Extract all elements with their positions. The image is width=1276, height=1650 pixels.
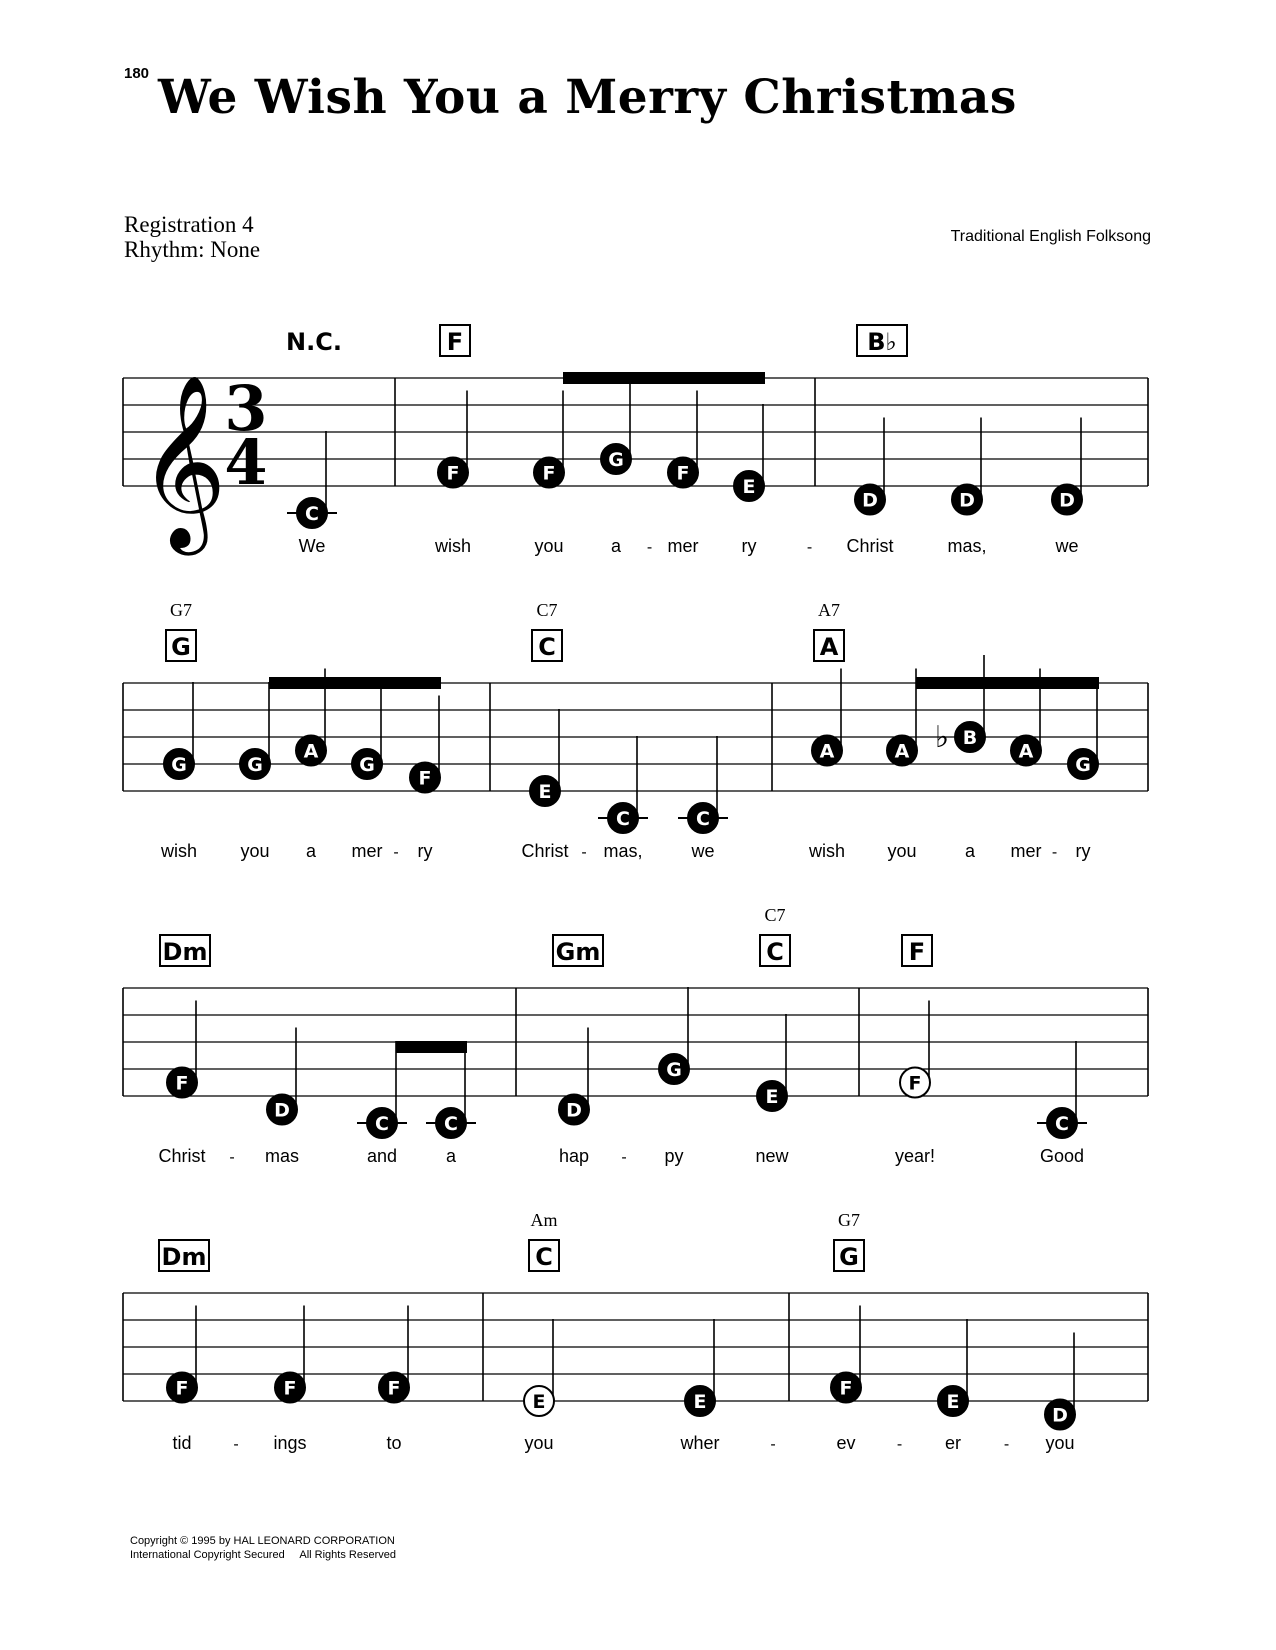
- staff-system-2: [123, 600, 1148, 861]
- note-letter: C: [375, 1113, 389, 1135]
- treble-clef-icon: 𝄞: [138, 374, 227, 548]
- lyric-hyphen: -: [393, 844, 399, 861]
- staff-system-1: [123, 325, 1148, 556]
- note-letter: E: [765, 1086, 779, 1108]
- lyric-syllable: you: [1045, 1433, 1075, 1453]
- lyric-syllable: a: [610, 536, 622, 556]
- lyric-hyphen: -: [646, 539, 653, 556]
- note-beam: [269, 677, 441, 689]
- lyric-syllable: you: [887, 841, 917, 861]
- note-letter: F: [839, 1377, 853, 1400]
- lyric-syllable: a: [445, 1146, 457, 1166]
- note-letter: F: [908, 1072, 922, 1095]
- lyric-syllable: ev: [836, 1433, 856, 1453]
- lyric-hyphen: -: [806, 539, 813, 556]
- lyric-syllable: you: [524, 1433, 554, 1453]
- note-letter: E: [693, 1391, 707, 1413]
- lyric-syllable: er: [944, 1433, 962, 1453]
- lyric-syllable: mer: [351, 841, 383, 861]
- chord-label: Dm: [162, 938, 208, 966]
- lyric-syllable: we: [1055, 536, 1079, 556]
- lyric-syllable: We: [298, 536, 326, 556]
- note-letter: G: [1075, 754, 1091, 776]
- chord-label: G: [171, 633, 191, 661]
- rhythm-label: Rhythm: None: [124, 237, 261, 262]
- lyric-hyphen: -: [1003, 1436, 1010, 1453]
- staff-system-4: [123, 1210, 1148, 1453]
- chord-label: F: [446, 328, 464, 356]
- note-letter: D: [566, 1099, 582, 1122]
- lyric-syllable: mer: [1010, 841, 1042, 861]
- note-letter: G: [359, 754, 375, 776]
- lyric-syllable: mas,: [603, 841, 643, 861]
- chord-label: Dm: [161, 1243, 207, 1271]
- note-letter: C: [305, 503, 319, 525]
- note-letter: D: [1052, 1404, 1068, 1427]
- registration-label: Registration 4: [124, 212, 254, 237]
- note-letter: F: [542, 462, 556, 485]
- lyric-hyphen: -: [1051, 844, 1058, 861]
- note-letter: C: [696, 808, 710, 830]
- lyric-syllable: Christ: [158, 1146, 206, 1166]
- lyric-syllable: wish: [160, 841, 198, 861]
- lyric-syllable: mas: [264, 1146, 300, 1166]
- chord-name-above: A7: [818, 600, 840, 620]
- note-letter: G: [171, 754, 187, 776]
- lyric-syllable: tid: [172, 1433, 192, 1453]
- note-beam: [916, 677, 1099, 689]
- lyric-syllable: ry: [417, 841, 433, 861]
- note-letter: C: [1055, 1113, 1069, 1135]
- note-letter: F: [418, 767, 432, 790]
- lyric-hyphen: -: [896, 1436, 903, 1453]
- lyric-syllable: Christ: [846, 536, 894, 556]
- chord-label: G: [839, 1243, 859, 1271]
- note-letter: C: [444, 1113, 458, 1135]
- lyric-hyphen: -: [621, 1149, 627, 1166]
- note-letter: E: [532, 1391, 546, 1413]
- note-letter: E: [946, 1391, 960, 1413]
- chord-label: C: [538, 633, 556, 661]
- lyric-syllable: wish: [434, 536, 472, 556]
- staff-system-3: [123, 905, 1148, 1166]
- chord-name-above: Am: [530, 1210, 558, 1230]
- lyric-syllable: a: [964, 841, 976, 861]
- lyric-hyphen: -: [770, 1436, 776, 1453]
- note-letter: F: [676, 462, 690, 485]
- chord-label: B♭: [867, 328, 897, 356]
- lyric-syllable: wher: [680, 1433, 720, 1453]
- page-number: 180: [124, 65, 150, 82]
- lyric-hyphen: -: [233, 1436, 239, 1453]
- chord-label: N.C.: [286, 328, 342, 356]
- chord-name-above: G7: [838, 1210, 860, 1230]
- note-letter: D: [959, 489, 975, 512]
- note-letter: D: [862, 489, 878, 512]
- lyric-syllable: py: [664, 1146, 684, 1166]
- note-letter: G: [247, 754, 263, 776]
- note-letter: G: [608, 449, 624, 471]
- composer-credit: Traditional English Folksong: [950, 228, 1151, 245]
- chord-name-above: G7: [170, 600, 192, 620]
- lyric-syllable: you: [240, 841, 270, 861]
- copyright-line-2: International Copyright Secured All Rights Reserved: [130, 1549, 396, 1561]
- lyric-syllable: ry: [1075, 841, 1091, 861]
- note-letter: B: [962, 727, 978, 749]
- lyric-hyphen: -: [229, 1149, 235, 1166]
- flat-accidental-icon: ♭: [934, 720, 950, 755]
- lyric-syllable: Good: [1039, 1146, 1085, 1166]
- copyright-line-1: Copyright © 1995 by HAL LEONARD CORPORATION: [130, 1535, 395, 1547]
- lyric-syllable: ings: [273, 1433, 307, 1453]
- chord-label: C: [766, 938, 784, 966]
- note-letter: F: [175, 1377, 189, 1400]
- note-beam: [396, 1041, 467, 1053]
- lyric-syllable: mas,: [947, 536, 987, 556]
- lyric-syllable: ry: [741, 536, 757, 556]
- note-letter: F: [283, 1377, 297, 1400]
- lyric-syllable: hap: [558, 1146, 590, 1166]
- time-signature-top: 3: [224, 372, 268, 445]
- lyric-hyphen: -: [581, 844, 587, 861]
- time-signature-bottom: 4: [224, 426, 268, 499]
- note-letter: A: [819, 740, 835, 763]
- lyric-syllable: wish: [808, 841, 846, 861]
- note-letter: F: [446, 462, 460, 485]
- note-letter: C: [616, 808, 630, 830]
- note-letter: A: [1018, 740, 1034, 763]
- lyric-syllable: to: [386, 1433, 402, 1453]
- lyric-syllable: mer: [667, 536, 699, 556]
- lyric-syllable: you: [534, 536, 564, 556]
- note-letter: A: [303, 740, 319, 763]
- note-letter: E: [742, 476, 756, 498]
- note-letter: F: [387, 1377, 401, 1400]
- chord-name-above: C7: [536, 600, 558, 620]
- song-title: We Wish You a Merry Christmas: [158, 70, 1017, 125]
- note-letter: F: [175, 1072, 189, 1095]
- note-letter: D: [274, 1099, 290, 1122]
- chord-name-above: C7: [764, 905, 786, 925]
- note-letter: A: [894, 740, 910, 763]
- chord-label: A: [819, 633, 839, 661]
- chord-label: C: [535, 1243, 553, 1271]
- lyric-syllable: new: [755, 1146, 789, 1166]
- note-letter: D: [1059, 489, 1075, 512]
- lyric-syllable: a: [305, 841, 317, 861]
- chord-label: F: [908, 938, 926, 966]
- lyric-syllable: year!: [894, 1146, 936, 1166]
- lyric-syllable: Christ: [521, 841, 569, 861]
- lyric-syllable: and: [366, 1146, 398, 1166]
- chord-label: Gm: [555, 938, 601, 966]
- lyric-syllable: we: [691, 841, 715, 861]
- note-letter: G: [666, 1059, 682, 1081]
- note-beam: [563, 372, 765, 384]
- note-letter: E: [538, 781, 552, 803]
